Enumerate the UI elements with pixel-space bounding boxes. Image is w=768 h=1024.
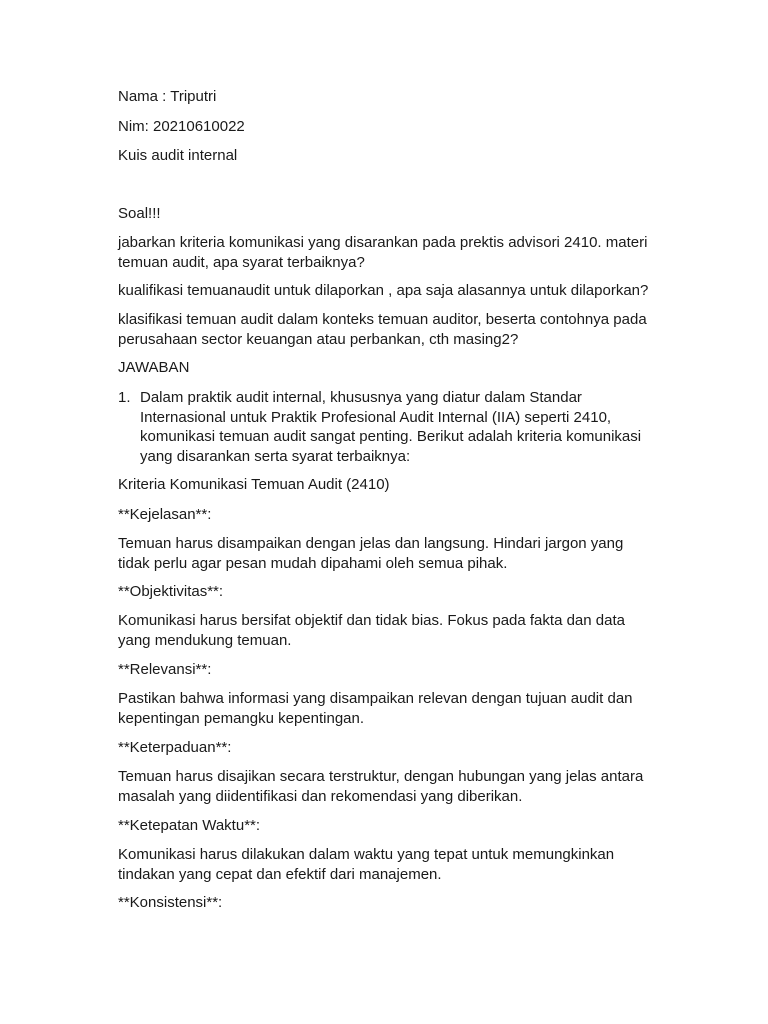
criterion-desc: Komunikasi harus bersifat objektif dan tidak bias. Fokus pada fakta dan data yang mendukung temuan. [118,612,625,649]
quiz-title: Kuis audit internal [118,147,238,164]
student-name: Nama : Triputri [118,88,217,105]
criterion-title: **Kejelasan**: [118,506,212,523]
question-2: kualifikasi temuanaudit untuk dilaporkan , apa saja alasannya untuk dilaporkan? [118,282,649,299]
criterion-title: **Keterpaduan**: [118,739,232,756]
criterion-desc: Pastikan bahwa informasi yang disampaikan relevan dengan tujuan audit dan kepentingan pemangku kepentingan. [118,690,633,727]
kriteria-heading: Kriteria Komunikasi Temuan Audit (2410) [118,476,390,493]
list-number: 1. [118,389,131,406]
criterion-desc: Temuan harus disajikan secara terstruktur, dengan hubungan yang jelas antara masalah yang diidentifikasi dan rekomendasi yang diberikan. [118,768,644,805]
criterion-title: **Ketepatan Waktu**: [118,817,261,834]
question-1: jabarkan kriteria komunikasi yang disarankan pada prektis advisori 2410. materi temuan audit, apa syarat terbaiknya? [118,234,648,271]
jawaban-label: JAWABAN [118,359,190,376]
criterion-title: **Objektivitas**: [118,583,224,600]
criterion-desc: Komunikasi harus dilakukan dalam waktu yang tepat untuk memungkinkan tindakan yang cepat dan efektif dari manajemen. [118,846,615,883]
student-nim: Nim: 20210610022 [118,118,245,135]
soal-label: Soal!!! [118,205,161,222]
question-3: klasifikasi temuan audit dalam konteks temuan auditor, beserta contohnya pada perusahaan sector keuangan atau perbankan, cth masing2? [118,311,647,348]
criterion-desc: Temuan harus disampaikan dengan jelas dan langsung. Hindari jargon yang tidak perlu agar pesan mudah dipahami oleh semua pihak. [118,535,624,572]
criterion-title: **Relevansi**: [118,661,212,678]
answer-1-text: Dalam praktik audit internal, khususnya yang diatur dalam Standar Internasional untuk Praktik Profesional Audit Internal (IIA) seperti 2410, komunikasi temuan audit sangat penting. Berikut adalah kriteria komunikasi yang disarankan serta syarat terbaiknya: [140,389,642,465]
criterion-title: **Konsistensi**: [118,894,223,911]
